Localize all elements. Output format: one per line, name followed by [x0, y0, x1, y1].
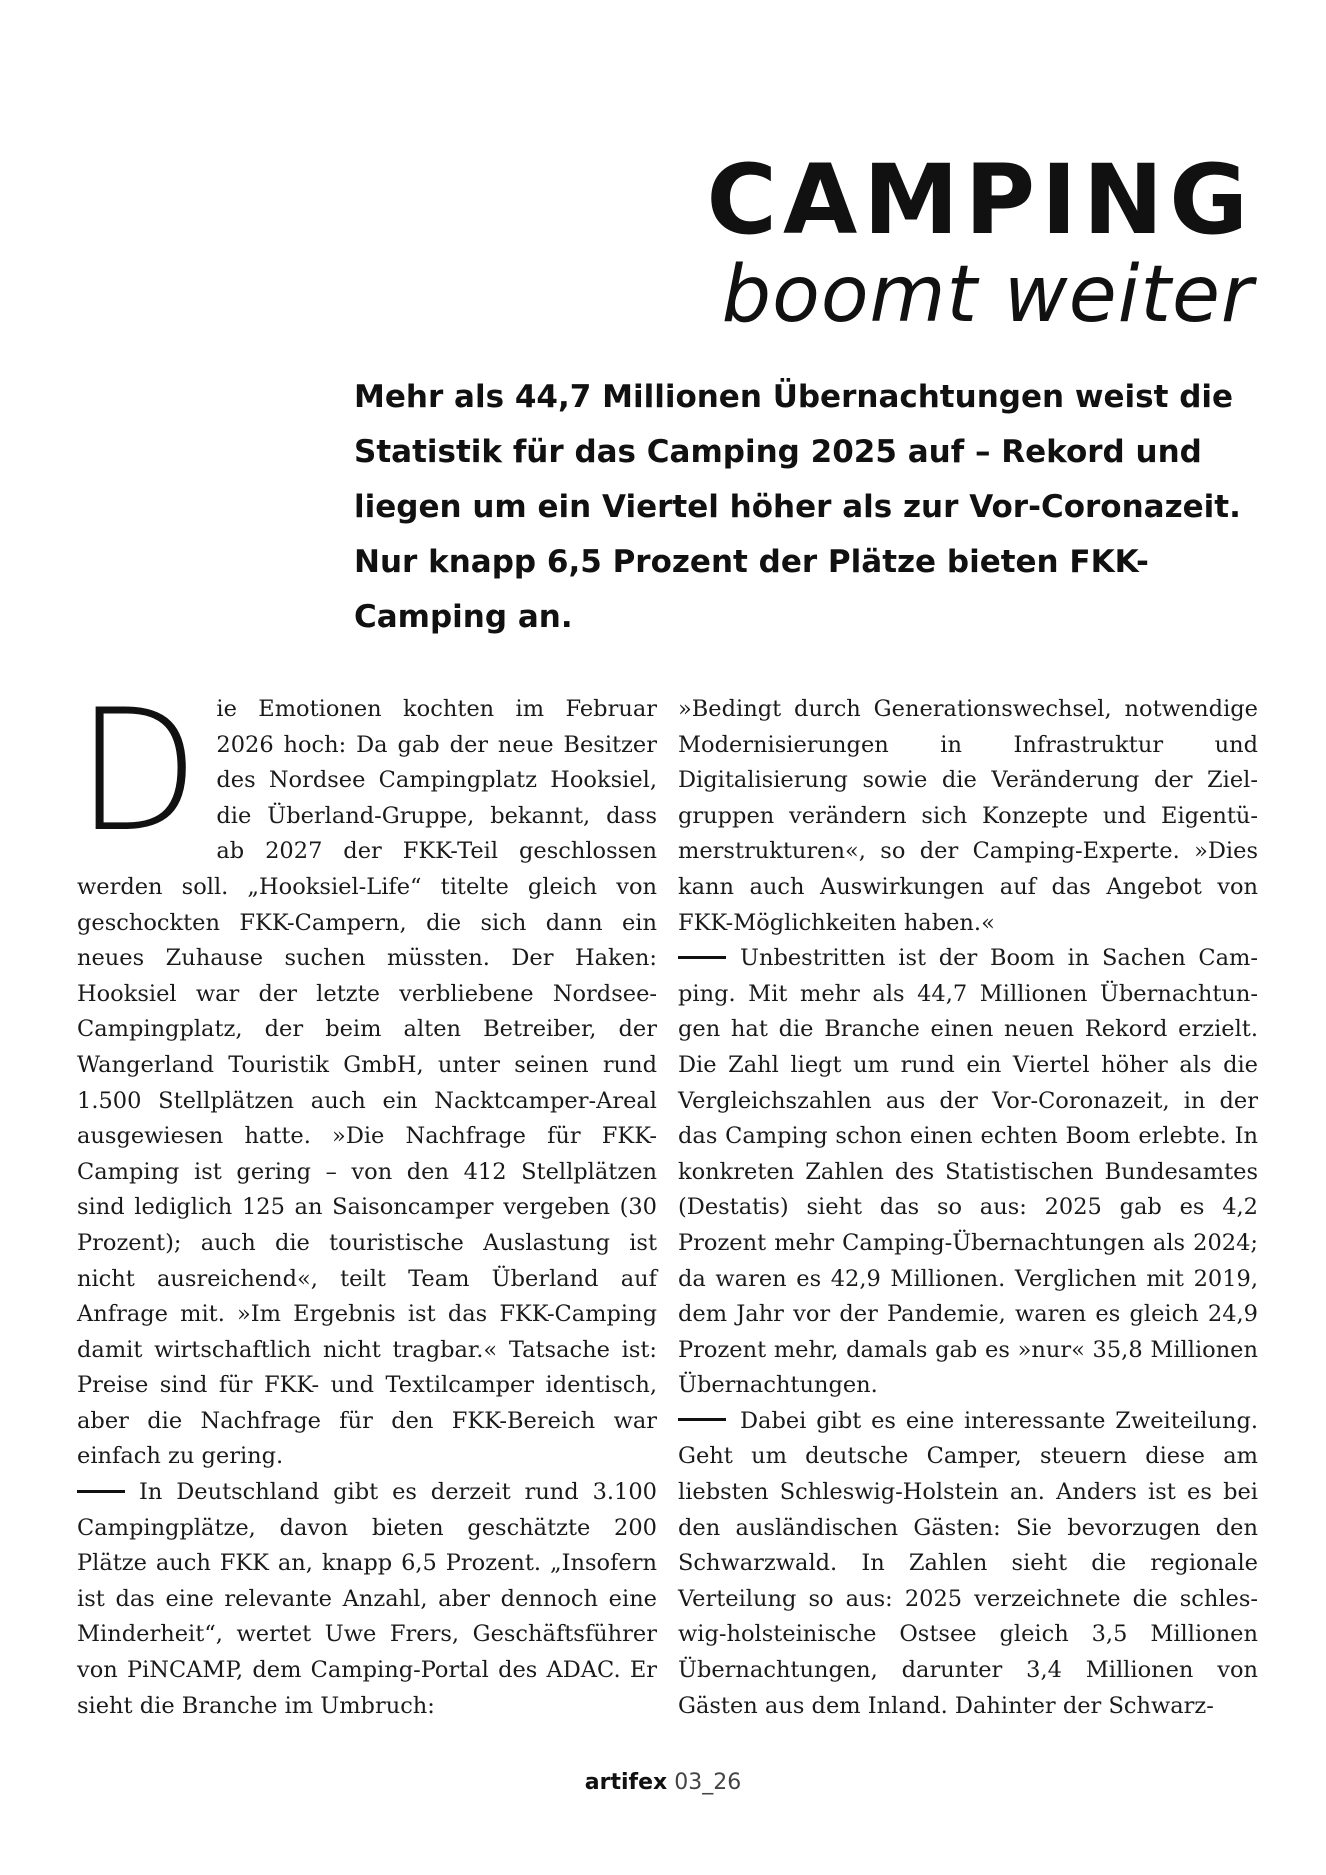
- article-paragraph: [76, 673, 657, 1475]
- page-footer: [0, 1770, 1326, 1795]
- paragraph-text: ie Emotionen kochten im Februar 2026 hoch: Da gab der neue Besitzer des Nordsee Campingplatz Hooksiel, die Überland-Gruppe, bekannt, dass ab 2027 der FKK-Teil geschlossen werden soll. „Hooksiel-Life“ titelte gleich von geschockten FKK-Campern, die sich dann ein neues Zuhause suchen müssten. Der Haken: Hooksiel war der letzte verbliebene Nordsee-Campingplatz, der beim alten Betreiber, der Wangerland Touristik GmbH, unter seinen rund 1.500 Stellplätzen auch ein Nacktcamper-Areal ausgewiesen hatte. »Die Nachfrage für FKK-Camping ist gering – von den 412 Stellplätzen sind lediglich 125 an Saisoncamper vergeben (30 Prozent); auch die touristische Auslastung ist nicht ausreichend«, teilt Team Überland auf Anfrage mit. »Im Ergebnis ist das FKK-Camping damit wirtschaftlich nicht tragbar.« Tatsache ist: Preise sind für FKK- und Textilcamper identisch, aber die Nachfrage für den FKK-Bereich war einfach zu gering.: [77, 696, 657, 1470]
- paragraph-text: In Deutschland gibt es derzeit rund 3.100 Campingplätze, davon bieten geschätzte 200 Plätze auch FKK an, knapp 6,5 Prozent. „Insofern ist das eine relevante Anzahl, aber dennoch eine Minderheit“, wertet Uwe Frers, Geschäftsführer von PiNCAMP, dem Camping-Portal des ADAC. Er sieht die Branche im Umbruch:: [77, 1479, 657, 1719]
- drop-cap: D: [76, 673, 200, 869]
- paragraph-text: Unbestritten ist der Boom in Sachen Camping. Mit mehr als 44,7 Millionen Übernachtungen hat die Branche einen neuen Rekord erzielt. Die Zahl liegt um rund ein Viertel höher als die Vergleichszahlen aus der Vor-Coronazeit, in der das Camping schon einen echten Boom erlebte. In konkreten Zahlen des Statistischen Bundesamtes (Destatis) sieht das so aus: 2025 gab es 4,2 Prozent mehr Camping-Übernachtungen als 2024; da waren es 42,9 Millionen. Verglichen mit 2019, dem Jahr vor der Pandemie, waren es gleich 24,9 Prozent mehr, damals gab es »nur« 35,8 Millionen Übernachtungen.: [678, 945, 1258, 1399]
- headline-main: CAMPING: [706, 144, 1254, 256]
- headline-sub: boomt weiter: [721, 250, 1254, 340]
- article-paragraph: [77, 1475, 657, 1724]
- article-column-left: [76, 673, 657, 1724]
- paragraph-dash-icon: [678, 956, 726, 959]
- paragraph-dash-icon: [77, 1490, 125, 1493]
- issue-number: 03_26: [674, 1770, 742, 1795]
- paragraph-text: »Bedingt durch Generationswechsel, notwendige Modernisierungen in Infrastruktur und Digitalisierung sowie die Veränderung der Zielgruppen verändern sich Konzepte und Eigentümerstrukturen«, so der Camping-Experte. »Dies kann auch Auswirkungen auf das Angebot von FKK-Möglichkeiten haben.«: [678, 696, 1258, 936]
- article-paragraph: [678, 941, 1258, 1404]
- article-column-right: [678, 692, 1258, 1724]
- paragraph-text: Dabei gibt es eine interessante Zweiteilung. Geht um deutsche Camper, steuern diese am liebsten Schleswig-Holstein an. Anders ist es bei den ausländischen Gästen: Sie bevorzugen den Schwarzwald. In Zahlen sieht die regionale Verteilung so aus: 2025 verzeichnete die schleswig-holsteinische Ostsee gleich 3,5 Millionen Übernachtungen, darunter 3,4 Millionen von Gästen aus dem Inland. Dahinter der Schwarz-: [678, 1407, 1258, 1719]
- lead-paragraph: Mehr als 44,7 Millionen Übernachtungen weist die Statistik für das Camping 2025 auf – Rekord und liegen um ein Viertel höher als zur Vor-Coronazeit. Nur knapp 6,5 Prozent der Plätze bieten FKK-Camping an.: [354, 379, 1241, 635]
- headline-block: [706, 144, 1255, 340]
- article-paragraph: [678, 1404, 1258, 1724]
- article-paragraph: [678, 692, 1258, 941]
- magazine-brand: artifex: [584, 1770, 668, 1795]
- paragraph-dash-icon: [678, 1418, 726, 1421]
